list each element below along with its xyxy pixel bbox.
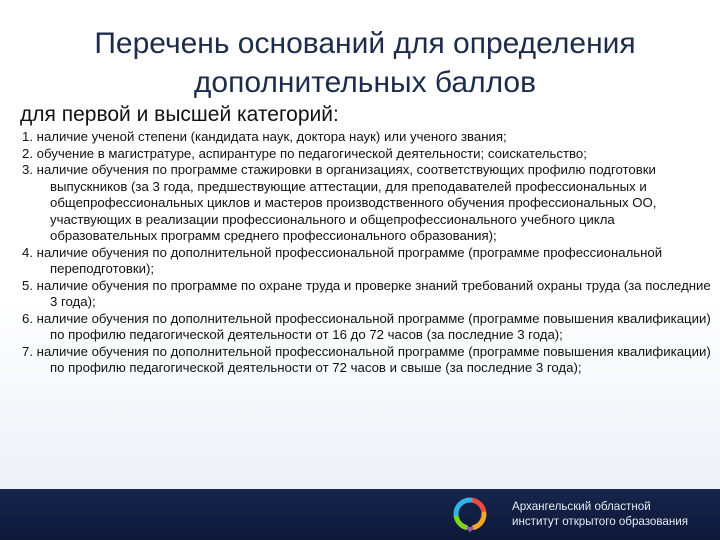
list-item: 4. наличие обучения по дополнительной профессиональной программе (программе профессиональной переподготовки); [22,244,663,276]
list-item: 5. наличие обучения по программе по охране труда и проверке знаний требований охраны труда (за последние 3 года); [22,277,711,309]
list-item: 1. наличие ученой степени (кандидата наук, доктора наук) или ученого звания; [22,129,507,144]
slide-title [20,24,710,102]
organization-name [512,499,688,529]
organization-name-line-1: Архангельский областной [512,500,651,513]
speech-bubble-logo-icon [452,496,488,532]
criteria-list [22,129,712,377]
list-item: 6. наличие обучения по дополнительной профессиональной программе (программе повышения квалификации) по профилю педагогической деятельности от 16 до 72 часов (за последние 3 года); [22,310,711,342]
organization-name-line-2: институт открытого образования [512,515,688,528]
slide-subtitle: для первой и высшей категорий: [20,103,339,126]
list-item: 7. наличие обучения по дополнительной профессиональной программе (программе повышения квалификации) по профилю педагогической деятельности от 72 часов и свыше (за последние 3 года); [22,343,711,375]
list-item: 2. обучение в магистратуре, аспирантуре по педагогической деятельности; соискательство; [22,145,587,161]
slide-title-line-1: Перечень оснований для определения [94,27,636,60]
list-item: 3. наличие обучения по программе стажировки в организациях, соответствующих профилю подготовки выпускников (за 3 года, предшествующие аттестации, для преподавателей профессиональных и общепрофессиональных циклов и мастеров производственного обучения профессиональных ОО, участвующих в реализации профессионального и общепрофессионального учебного цикла образовательных программ среднего профессионального образования); [22,162,657,243]
slide-title-line-2: дополнительных баллов [193,66,537,99]
